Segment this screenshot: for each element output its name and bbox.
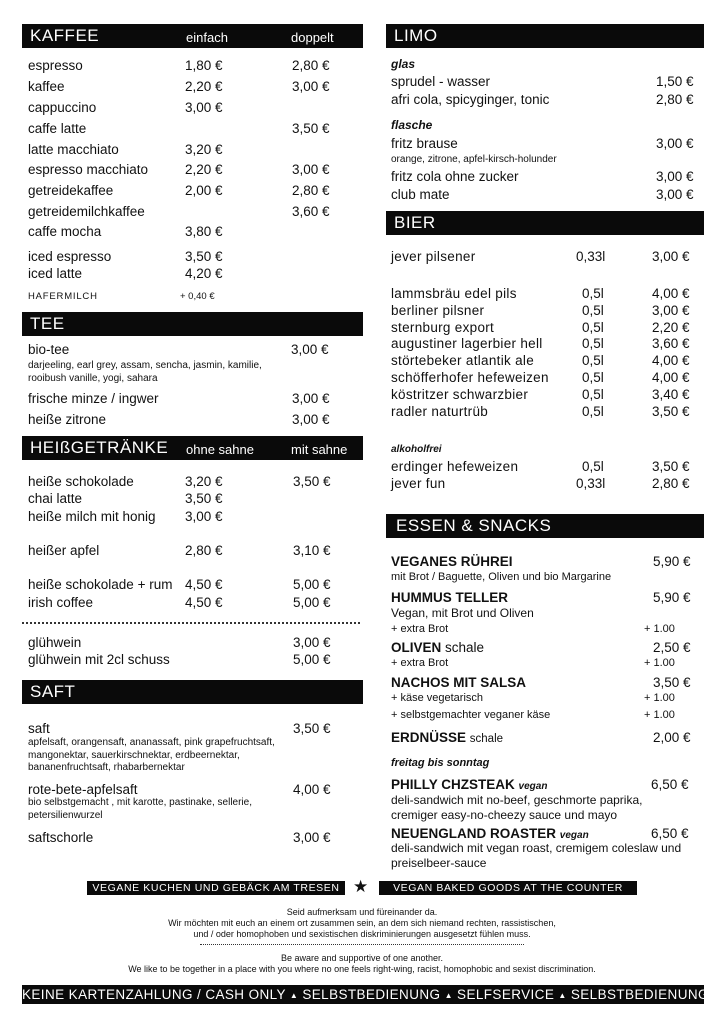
essen-header [386,514,704,538]
bier-item-price: 4,00 € [652,370,690,385]
oliven-price: 2,50 € [653,640,691,655]
nachos-extra: + selbstgemachter veganer käse [391,709,551,721]
nachos-extra-price: + 1.00 [644,692,675,704]
kaffee-price-einfach: 3,80 € [185,224,223,239]
selbstbedienung-label: SELBSTBEDIENUNG [302,987,441,1002]
oliven-extra: + extra Brot [391,657,449,669]
star-icon: ★ [353,877,369,896]
kaffee-price-einfach: 2,20 € [185,79,223,94]
heiss-price-ohne: 3,00 € [185,509,223,524]
saft-header [22,680,363,704]
freitag-label: freitag bis sonntag [391,757,490,769]
kaffee-price-doppelt: 3,00 € [292,79,330,94]
hummus-extra-price: + 1.00 [644,623,675,635]
alkoholfrei-item-name: jever fun [391,476,446,491]
bier-header [386,211,704,235]
kaffee-price-einfach: 1,80 € [185,58,223,73]
triangle-icon: ▲ [289,991,299,1000]
kaffee-item-name: espresso [28,58,83,73]
bier-item: jever pilsener [391,249,476,264]
erdnuesse-row [391,730,503,745]
fritz-brause-name: fritz brause [391,136,458,151]
triangle-icon: ▲ [558,991,567,1000]
roaster-desc: deli-sandwich mit vegan roast, cremigem coleslaw und [391,841,682,855]
flasche-label: flasche [391,118,433,132]
saft-title: SAFT [30,682,76,701]
bier-item-name: radler naturtrüb [391,403,489,419]
kaffee-item-name: latte macchiato [28,142,119,157]
heiss-price-mit: 5,00 € [293,595,331,610]
erdnuesse-name: ERDNÜSSE [391,730,467,745]
heiss-price-mit: 3,10 € [293,543,331,558]
oliven-unit: schale [445,640,485,655]
heiss-item-name: chai latte [28,491,83,506]
alkoholfrei-item-size: 0,5l [582,459,604,474]
limo-title: LIMO [394,26,438,45]
tee-item-price: 3,00 € [292,391,330,406]
kaffee-price-einfach: 2,00 € [185,183,223,198]
bier-item-price: 3,40 € [652,386,690,402]
nachos-name: NACHOS MIT SALSA [391,675,526,690]
roaster-name: NEUENGLAND ROASTER [391,826,557,841]
biotee-name: bio-tee [28,342,70,357]
essen-title: ESSEN & SNACKS [396,516,552,535]
selbstbedienung-label: SELBSTBEDIENUNG [570,987,709,1002]
heiss-col-ohne: ohne sahne [186,442,254,457]
biotee-price: 3,00 € [291,342,329,357]
kaffee-item-name: espresso macchiato [28,162,149,177]
heiss-price-ohne: 4,50 € [185,595,223,610]
heiss-item-name: heiße schokolade + rum [28,577,173,592]
roaster-desc: preiselbeer-sauce [391,856,487,870]
kaffee-item-name: kaffee [28,79,65,94]
bier-item-size: 0,5l [582,353,604,369]
hummus-extra: + extra Brot [391,623,449,635]
philly-tag: vegan [518,781,548,792]
kaffee-price-einfach: 4,20 € [185,266,223,281]
kaffee-price-doppelt: 3,00 € [292,162,330,177]
kaffee-price-doppelt: 3,50 € [292,121,330,136]
bier-item-size: 0,5l [582,302,604,318]
heiss-item-name: heiße schokolade [28,474,134,489]
limo-header [386,24,704,48]
flasche-item: club mate [391,187,450,202]
tee-item-name: heiße zitrone [28,412,107,427]
oliven-name: OLIVEN [391,640,442,655]
heiss-price-ohne: 4,50 € [185,577,223,592]
kaffee-price-einfach: 3,20 € [185,142,223,157]
gluehwein-price: 3,00 € [293,635,331,650]
flasche-item: fritz cola ohne zucker [391,169,519,184]
bier-item-price: 3,00 € [652,302,690,318]
gluehwein-name: glühwein mit 2cl schuss [28,652,170,667]
rotebete-price: 4,00 € [293,782,331,797]
roaster-price: 6,50 € [651,826,689,841]
bier-item-price: 3,50 € [652,403,690,419]
saftschorle-name: saftschorle [28,830,94,845]
heiss-price-mit: 5,00 € [293,577,331,592]
fritz-brause-price: 3,00 € [656,136,694,151]
heiss-item-name: irish coffee [28,595,94,610]
kaffee-price-einfach: 3,00 € [185,100,223,115]
heiss-item-name: heißer apfel [28,543,100,558]
bier-item-name: sternburg export [391,319,495,335]
heiss-item-name: heiße milch mit honig [28,509,156,524]
note-en-2: We like to be together in a place with you where no one feels right-wing, racist, homophobic and sexist discrimination. [128,964,596,974]
heiss-price-mit: 3,50 € [293,474,331,489]
triangle-icon: ▲ [444,991,453,1000]
heiss-title: HEIßGETRÄNKE [30,438,169,457]
kaffee-price-doppelt: 2,80 € [292,58,330,73]
roaster-row [391,826,589,841]
kaffee-price-einfach: 3,50 € [185,249,223,264]
glas-price: 2,80 € [656,92,694,107]
bier-item-name: berliner pilsner [391,302,485,318]
gluehwein-price: 5,00 € [293,652,331,667]
bottom-banner [22,985,709,1004]
philly-desc: cremiger easy-no-cheezy sauce und mayo [391,808,618,822]
glas-label: glas [391,57,416,71]
alkoholfrei-label: alkoholfrei [391,444,442,455]
ruehrei-price: 5,90 € [653,554,691,569]
note-de-2: Wir möchten mit euch an einem ort zusammen sein, an dem sich niemand rechten, rassistischen, [168,918,556,928]
philly-row [391,777,547,792]
glas-price: 1,50 € [656,74,694,89]
vegan-cake-band-de: VEGANE KUCHEN UND GEBÄCK AM TRESEN [87,881,345,895]
glas-item: sprudel - wasser [391,74,491,89]
hafermilch-price: + 0,40 € [180,291,215,302]
gluehwein-name: glühwein [28,635,82,650]
bier-size: 0,33l [576,249,606,264]
bier-item-price: 4,00 € [652,353,690,369]
glas-item: afri cola, spicyginger, tonic [391,92,550,107]
bier-item-size: 0,5l [582,319,604,335]
heiss-price-ohne: 3,20 € [185,474,223,489]
note-en-1: Be aware and supportive of one another. [280,953,444,963]
rotebete-name: rote-bete-apfelsaft [28,782,138,797]
nachos-price: 3,50 € [653,675,691,690]
bier-item-name: lammsbräu edel pils [391,286,517,301]
vegan-cake-band-en: VEGAN BAKED GOODS AT THE COUNTER [379,881,637,895]
philly-price: 6,50 € [651,777,689,792]
saft-price: 3,50 € [293,721,331,736]
bier-item-size: 0,5l [582,336,604,352]
rotebete-desc: bio selbstgemacht , mit karotte, pastinake, sellerie, petersilienwurzel [28,797,252,821]
erdnuesse-price: 2,00 € [653,730,691,745]
bier-item-size: 0,5l [582,286,604,301]
kaffee-item-name: getreidemilchkaffee [28,204,145,219]
biotee-desc: darjeeling, earl grey, assam, sencha, jasmin, kamilie, rooibush vanille, yogi, sahara [28,360,262,384]
tee-item-name: frische minze / ingwer [28,391,159,406]
divider [22,622,360,624]
alkoholfrei-item-name: erdinger hefeweizen [391,459,519,474]
alkoholfrei-item-price: 2,80 € [652,476,690,491]
tee-item-price: 3,00 € [292,412,330,427]
kaffee-item-name: caffe latte [28,121,87,136]
ruehrei-desc: mit Brot / Baguette, Oliven und bio Margarine [391,571,612,583]
bier-item-name: störtebeker atlantik ale [391,353,535,369]
bier-item-size: 0,5l [582,386,604,402]
flasche-price: 3,00 € [656,187,694,202]
note-divider [200,944,524,945]
alkoholfrei-item-price: 3,50 € [652,459,690,474]
cash-only-label: KEINE KARTENZAHLUNG / CASH ONLY [22,987,286,1002]
tee-title: TEE [30,314,65,333]
heiss-price-ohne: 2,80 € [185,543,223,558]
bier-item-price: 4,00 € [652,286,690,301]
oliven-row [391,640,484,655]
erdnuesse-unit: schale [469,733,504,745]
hummus-name: HUMMUS TELLER [391,590,508,605]
note-de-3: und / oder homophoben und sexistischen diskriminierungen ausgesetzt fühlen muss. [193,929,531,939]
heiss-header [22,436,363,460]
kaffee-item-name: iced espresso [28,249,112,264]
kaffee-col-doppelt: doppelt [291,30,334,45]
bier-item-price: 2,20 € [652,319,690,335]
fritz-brause-desc: orange, zitrone, apfel-kirsch-holunder [391,154,557,165]
saft-name: saft [28,721,50,736]
hafermilch-label: HAFERMILCH [28,291,98,302]
bier-item-name: augustiner lagerbier hell [391,336,543,352]
bier-item-size: 0,5l [582,403,604,419]
kaffee-price-doppelt: 3,60 € [292,204,330,219]
alkoholfrei-item-size: 0,33l [576,476,606,491]
roaster-tag: vegan [559,830,589,841]
ruehrei-name: VEGANES RÜHREI [391,554,513,569]
hummus-desc: Vegan, mit Brot und Oliven [391,606,534,620]
heiss-col-mit: mit sahne [291,442,348,457]
kaffee-header [22,24,363,48]
note-de-1: Seid aufmerksam und füreinander da. [286,907,438,917]
philly-desc: deli-sandwich mit no-beef, geschmorte paprika, [391,793,643,807]
flasche-price: 3,00 € [656,169,694,184]
kaffee-title: KAFFEE [30,26,100,45]
bier-item-size: 0,5l [582,370,604,385]
saftschorle-price: 3,00 € [293,830,331,845]
saft-desc: apfelsaft, orangensaft, ananassaft, pink grapefruchtsaft, mangonektar, sauerkirschnektar, erdbeernektar, bananenfruchtsaft, rhabarbernektar [28,737,275,773]
hummus-price: 5,90 € [653,590,691,605]
tee-header [22,312,363,336]
nachos-extra-price: + 1.00 [644,709,675,721]
nachos-extra: + käse vegetarisch [391,692,484,704]
kaffee-item-name: getreidekaffee [28,183,114,198]
philly-name: PHILLY CHZSTEAK [391,777,515,792]
kaffee-item-name: caffe mocha [28,224,102,239]
bier-item-price: 3,60 € [652,336,690,352]
kaffee-item-name: iced latte [28,266,83,281]
selfservice-label: SELFSERVICE [457,987,555,1002]
bier-item-name: schöfferhofer hefeweizen [391,370,549,385]
bier-title: BIER [394,213,436,232]
bier-item-name: köstritzer schwarzbier [391,386,529,402]
bier-price: 3,00 € [652,249,690,264]
kaffee-price-einfach: 2,20 € [185,162,223,177]
heiss-price-ohne: 3,50 € [185,491,223,506]
kaffee-item-name: cappuccino [28,100,97,115]
kaffee-col-einfach: einfach [186,30,228,45]
oliven-extra-price: + 1.00 [644,657,675,669]
kaffee-price-doppelt: 2,80 € [292,183,330,198]
